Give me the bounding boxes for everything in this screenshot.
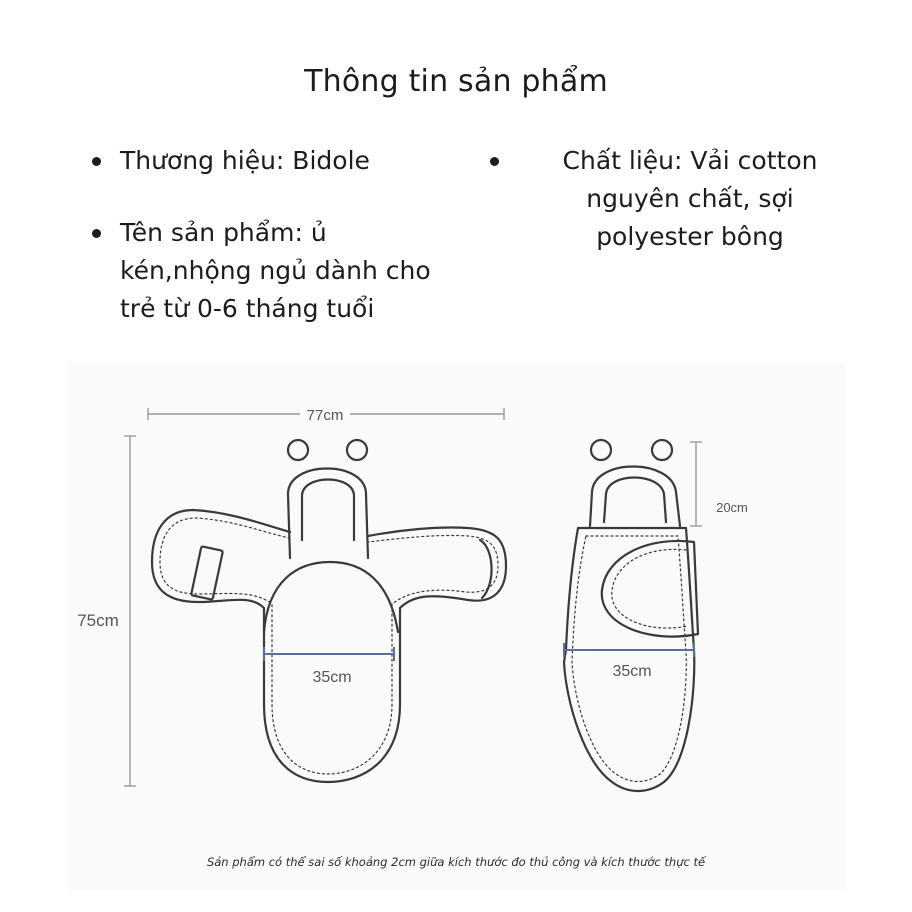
list-item-material — [490, 142, 850, 256]
bullet-icon — [92, 229, 101, 238]
width-label: 77cm — [306, 407, 344, 424]
wrap-flap-stitch — [612, 549, 688, 628]
right-waist-label: 35cm — [612, 663, 652, 680]
left-dimensions — [72, 404, 504, 786]
head-strap-inner — [302, 480, 354, 541]
right-head-strap-inner — [604, 478, 666, 523]
left-waist-label: 35cm — [312, 669, 352, 686]
bullet-icon — [490, 157, 499, 166]
page-title: Thông tin sản phẩm — [304, 64, 608, 99]
right-top-label: 20cm — [716, 500, 748, 515]
right-diagram-left-ear-icon — [591, 440, 611, 460]
right-diagram-right-ear-icon — [652, 440, 672, 460]
closed-swaddle-stitch — [572, 536, 686, 782]
bullet-icon — [92, 157, 101, 166]
left-ear-icon — [288, 440, 308, 460]
right-velcro-patch — [480, 540, 492, 598]
list-item-brand — [92, 142, 462, 180]
closed-swaddle-outline — [564, 528, 694, 791]
left-velcro-patch — [191, 546, 223, 599]
info-list-left — [92, 142, 462, 328]
material-text: Chất liệu: Vải cotton nguyên chất, sợi polyester bông — [562, 146, 818, 251]
info-list-right — [490, 142, 850, 256]
swaddle-outline — [152, 510, 506, 782]
right-ear-icon — [347, 440, 367, 460]
wrap-flap — [602, 541, 698, 637]
product-name-text: Tên sản phẩm: ủ kén,nhộng ngủ dành cho trẻ từ 0-6 tháng tuổi — [120, 218, 431, 323]
closed-swaddle-drawing — [564, 440, 698, 791]
list-item-product-name — [92, 214, 462, 328]
head-strap — [288, 469, 368, 559]
open-swaddle-drawing — [152, 440, 506, 782]
height-label: 75cm — [77, 611, 119, 630]
size-diagram-svg — [68, 362, 846, 890]
disclaimer-footnote: Sản phẩm có thể sai số khoảng 2cm giữa kích thước đo thủ công và kích thước thực tế — [206, 855, 706, 869]
neck-panel — [264, 562, 398, 632]
size-diagram — [68, 362, 846, 890]
swaddle-stitch — [160, 518, 498, 774]
right-dimensions — [564, 442, 748, 680]
brand-text: Thương hiệu: Bidole — [120, 146, 370, 175]
